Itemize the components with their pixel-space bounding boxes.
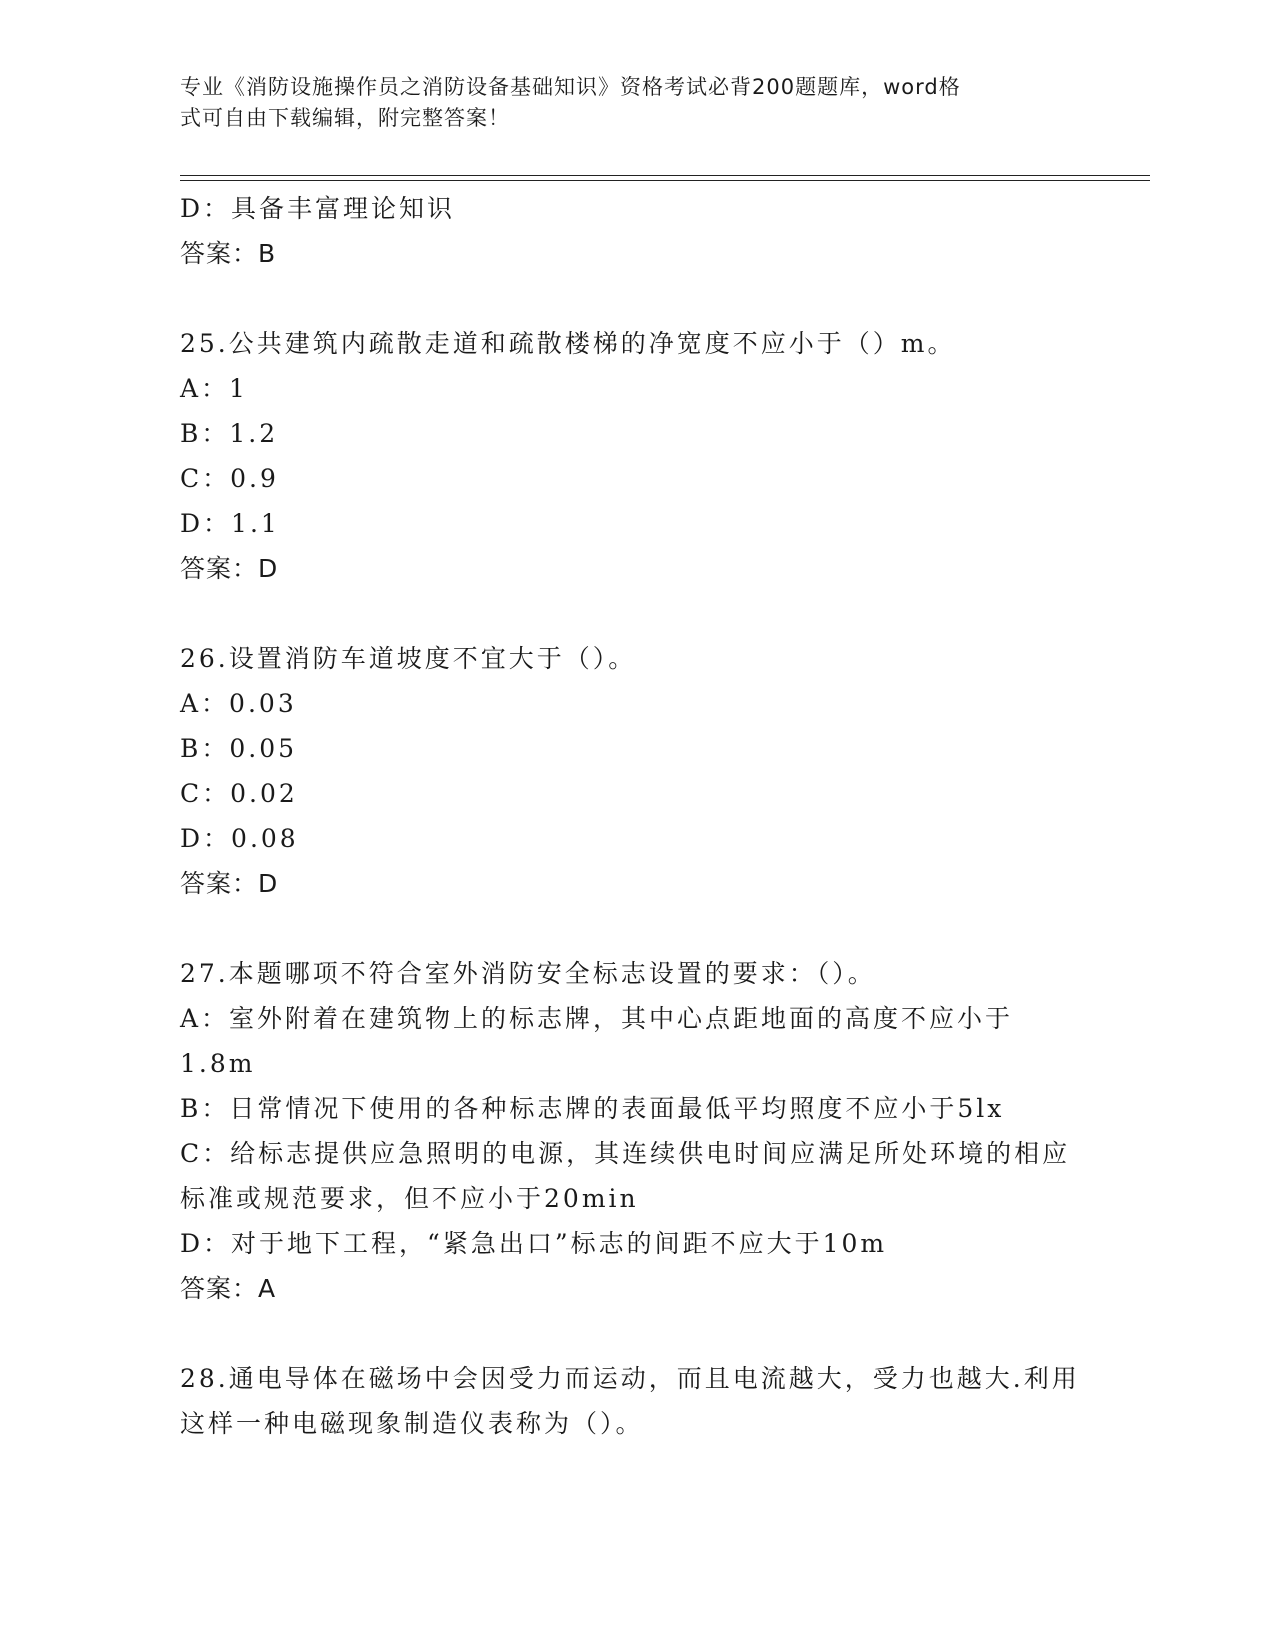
document-header: [180, 72, 1040, 134]
question-list: [180, 186, 1080, 1446]
option-a: A：0.03: [180, 689, 297, 718]
option-c: C：0.9: [180, 464, 279, 493]
option-a: A：室外附着在建筑物上的标志牌，其中心点距地面的高度不应小于1.8m: [180, 1004, 1014, 1078]
prev-answer: 答案：B: [180, 239, 277, 268]
option-d: D：对于地下工程，“紧急出口”标志的间距不应大于10m: [180, 1229, 888, 1258]
option-a: A：1: [180, 374, 248, 403]
question-26: [180, 636, 1080, 906]
answer-line: 答案：D: [180, 869, 279, 898]
option-b: B：1.2: [180, 419, 279, 448]
question-28: [180, 1356, 1080, 1446]
option-c: C：给标志提供应急照明的电源，其连续供电时间应满足所处环境的相应标准或规范要求，但不应小于20min: [180, 1139, 1071, 1213]
spacer: [180, 1311, 1080, 1356]
header-divider-bottom: [180, 180, 1150, 181]
answer-line: 答案：A: [180, 1274, 277, 1303]
spacer: [180, 591, 1080, 636]
option-b: B：日常情况下使用的各种标志牌的表面最低平均照度不应小于5lx: [180, 1094, 1005, 1123]
spacer: [180, 906, 1080, 951]
question-stem: 25.公共建筑内疏散走道和疏散楼梯的净宽度不应小于（）m。: [180, 329, 956, 358]
option-c: C：0.02: [180, 779, 298, 808]
option-d: D：0.08: [180, 824, 299, 853]
question-27: [180, 951, 1080, 1311]
header-divider-top: [180, 175, 1150, 176]
prev-option-d: D：具备丰富理论知识: [180, 194, 456, 223]
spacer: [180, 276, 1080, 321]
header-line-1: 专业《消防设施操作员之消防设备基础知识》资格考试必背200题题库，word格: [180, 75, 961, 99]
question-stem: 28.通电导体在磁场中会因受力而运动，而且电流越大，受力也越大.利用这样一种电磁现象制造仪表称为（）。: [180, 1364, 1080, 1438]
question-stem: 26.设置消防车道坡度不宜大于（）。: [180, 644, 637, 673]
option-b: B：0.05: [180, 734, 298, 763]
question-25: [180, 321, 1080, 591]
question-stem: 27.本题哪项不符合室外消防安全标志设置的要求：（）。: [180, 959, 876, 988]
option-d: D：1.1: [180, 509, 280, 538]
answer-line: 答案：D: [180, 554, 279, 583]
header-line-2: 式可自由下载编辑，附完整答案！: [180, 106, 510, 130]
